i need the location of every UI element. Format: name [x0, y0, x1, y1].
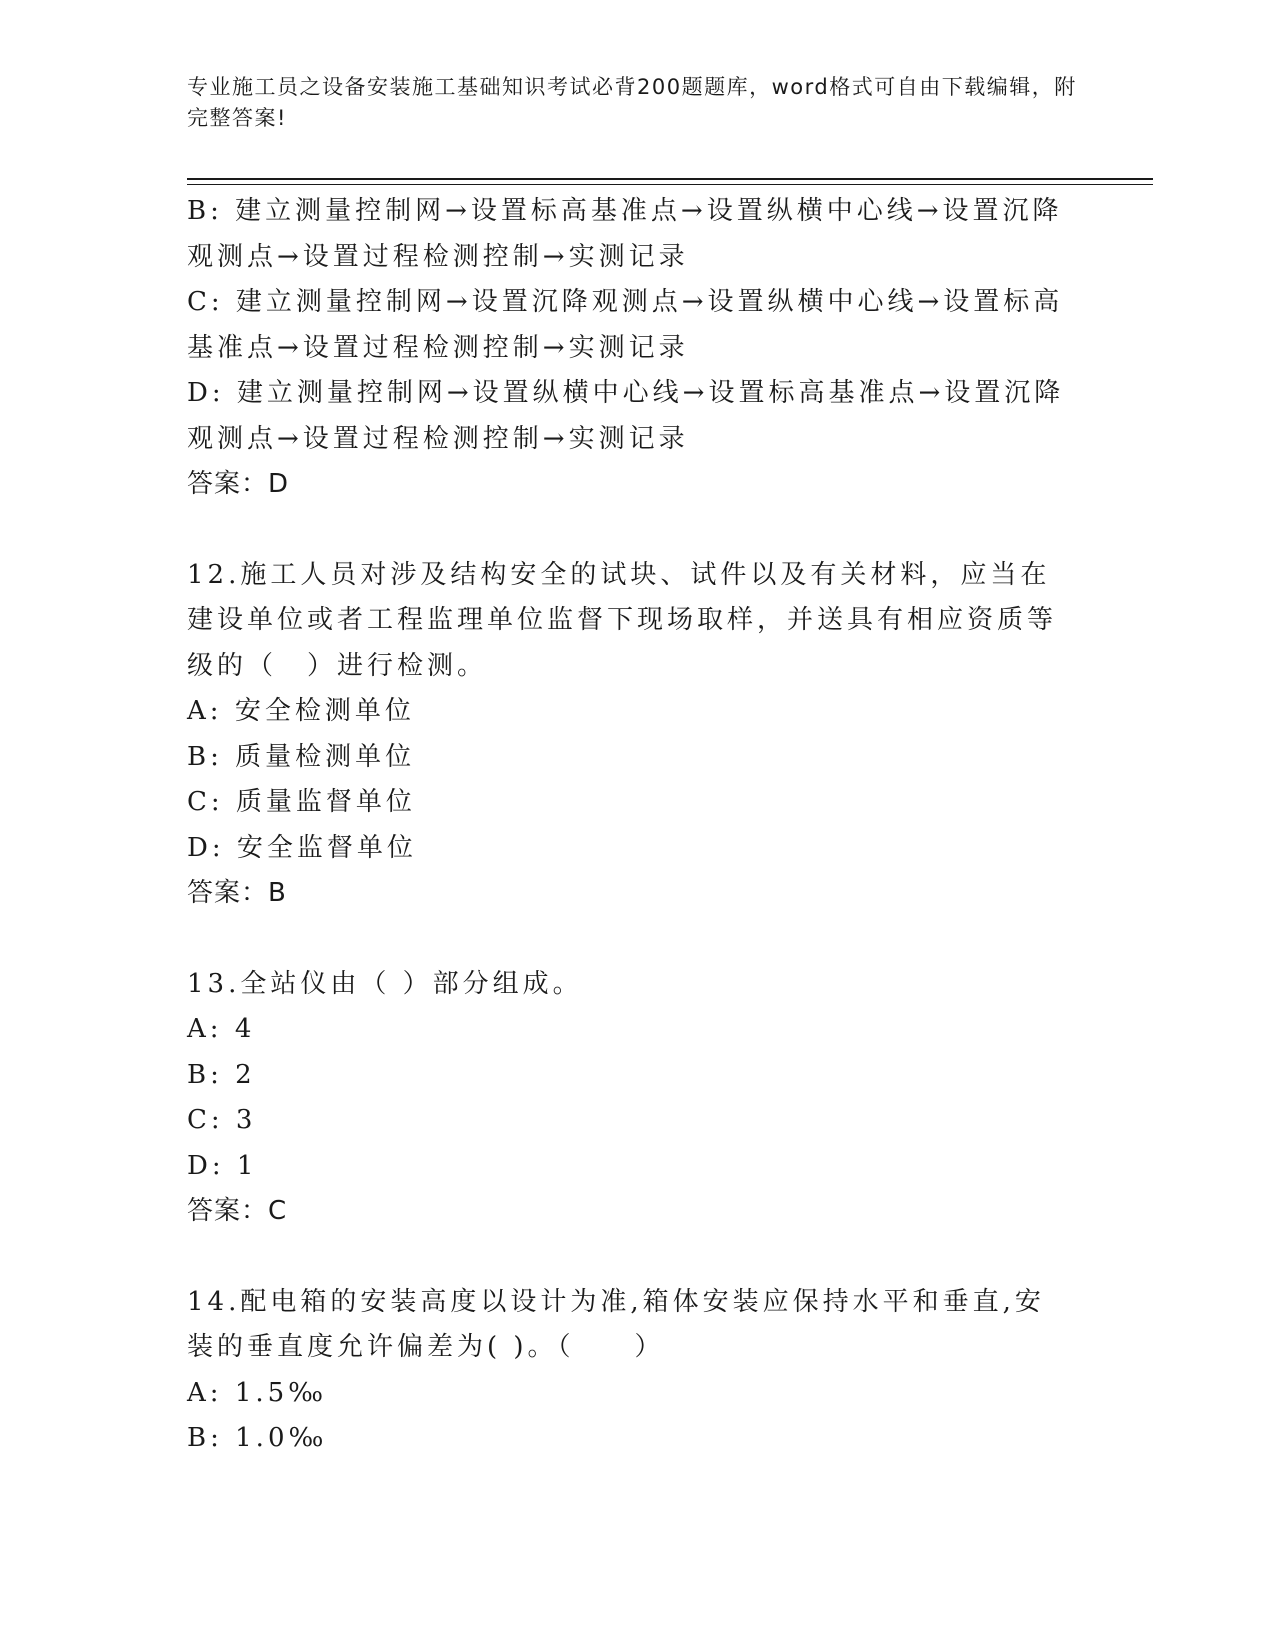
- document-header: [187, 72, 1087, 134]
- option-a: [187, 689, 1067, 735]
- option-label: B:: [187, 196, 223, 226]
- answer-line: 答案：B: [187, 878, 287, 908]
- option-label: B:: [187, 1423, 223, 1453]
- question-text: 14.配电箱的安装高度以设计为准,箱体安装应保持水平和垂直,安装的垂直度允许偏差为( )。（ ）: [187, 1286, 1045, 1362]
- option-d: [187, 826, 1067, 872]
- question-text: 12.施工人员对涉及结构安全的试块、试件以及有关材料，应当在建设单位或者工程监理单位监督下现场取样，并送具有相应资质等级的（ ）进行检测。: [187, 559, 1058, 681]
- option-label: A:: [187, 1377, 223, 1408]
- option-text: 1: [236, 1150, 258, 1181]
- question-block-12: [187, 553, 1067, 917]
- answer-line: 答案：D: [187, 469, 290, 499]
- option-label: B:: [187, 741, 223, 772]
- option-d: [187, 371, 1067, 462]
- option-text: 安全监督单位: [236, 832, 417, 863]
- option-text: 2: [235, 1059, 256, 1090]
- question-text: 13.全站仪由（ ）部分组成。: [187, 968, 583, 999]
- option-b: [187, 1053, 1067, 1099]
- option-text: 建立测量控制网→设置纵横中心线→设置标高基准点→设置沉降观测点→设置过程检测控制→实测记录: [187, 378, 1065, 454]
- option-text: 质量检测单位: [235, 741, 416, 772]
- question-block-14: [187, 1280, 1067, 1462]
- header-rule-thick: [187, 178, 1153, 180]
- option-label: D:: [187, 832, 225, 863]
- option-label: A:: [187, 696, 223, 726]
- header-rule-thin: [187, 184, 1153, 185]
- option-label: C:: [187, 787, 224, 817]
- document-body: [187, 189, 1067, 1462]
- option-text: 1.0‰: [235, 1423, 328, 1453]
- option-b: [187, 189, 1067, 280]
- option-b: [187, 735, 1067, 781]
- option-text: 4: [234, 1014, 256, 1044]
- option-text: 建立测量控制网→设置沉降观测点→设置纵横中心线→设置标高基准点→设置过程检测控制→实测记录: [187, 287, 1064, 363]
- option-a: [187, 1371, 1067, 1417]
- option-text: 3: [235, 1105, 257, 1135]
- question-block-11: [187, 189, 1067, 508]
- option-a: [187, 1007, 1067, 1053]
- option-c: [187, 280, 1067, 371]
- option-text: 质量监督单位: [235, 787, 416, 817]
- header-title: 专业施工员之设备安装施工基础知识考试必背200题题库，word格式可自由下载编辑，附完整答案!: [187, 75, 1077, 130]
- option-label: C:: [187, 1105, 224, 1135]
- option-label: D:: [187, 378, 225, 408]
- option-text: 1.5‰: [234, 1377, 328, 1408]
- option-d: [187, 1144, 1067, 1190]
- answer-line: 答案：C: [187, 1196, 288, 1226]
- option-label: B:: [187, 1059, 223, 1090]
- option-c: [187, 780, 1067, 826]
- option-text: 安全检测单位: [234, 696, 415, 726]
- option-text: 建立测量控制网→设置标高基准点→设置纵横中心线→设置沉降观测点→设置过程检测控制→实测记录: [187, 196, 1063, 272]
- option-label: D:: [187, 1150, 225, 1181]
- option-label: C:: [187, 287, 224, 317]
- question-block-13: [187, 962, 1067, 1235]
- option-b: [187, 1416, 1067, 1462]
- option-c: [187, 1098, 1067, 1144]
- option-label: A:: [187, 1014, 223, 1044]
